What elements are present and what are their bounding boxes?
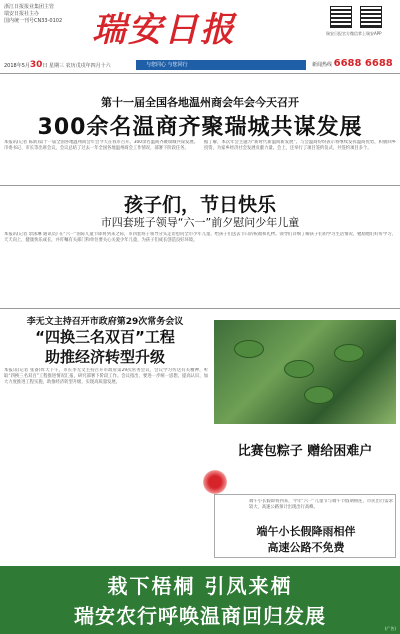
ad-banner: [0, 566, 400, 634]
ad-line-1: 栽下梧桐 引凤来栖: [107, 574, 293, 598]
story1-body-left: 本报讯(记者 陈新)第十一届全国各地温州商会年会今天在我市召开。300余名温商齐聚瑞城共谋发展。市委书记、市长等出席会议。会议总结了过去一年全国各地温州商会工作情况，部署下阶段任务。: [4, 140, 198, 152]
date-prefix: 2018年5月: [4, 63, 30, 69]
story2-headline: 市四套班子领导“六一”前夕慰问少年儿童: [100, 216, 300, 229]
ad-line-2: 瑞安农行呼唤温商回归发展: [74, 604, 326, 628]
date-suffix: 日 星期三 农历戊戌年四月十六: [42, 63, 111, 69]
story2-kicker: 孩子们，节日快乐: [123, 194, 276, 216]
holiday-body: 端午小长假即将到来，今年“六一”儿童节与端午节假期相连，市民出行需求较大，高速公路预计出现出行高峰。: [249, 499, 393, 511]
flower-icon: [200, 468, 230, 496]
info-line: 瑞安日报社主办: [4, 11, 40, 17]
zongzi-photo: [214, 320, 396, 424]
holiday-news-box: [214, 494, 396, 558]
newspaper-logo: 瑞安日报: [92, 10, 236, 50]
story3-kicker: 李无文主持召开市政府第29次常务会议: [26, 317, 184, 327]
leaf-shape: [334, 344, 364, 362]
story1-body-right: 据了解，本次年会主题为“新时代新温商新发展”。与会温商纷纷表示将继续发挥温商优势，积极回乡投资，为家乡经济社会发展贡献力量。会上，还举行了项目签约仪式，共签约项目多个。: [204, 140, 396, 152]
story2-body: 本报讯(记者 余泳琳 通讯员) 在“六一”国际儿童节即将到来之际，市四套班子领导分头走访慰问全市少年儿童，给孩子们送去节日的祝福和礼物。领导们详细了解孩子们的学习生活情况，勉励他们好好学习、天天向上，健康快乐成长，并叮嘱有关部门和单位要关心关爱少年儿童，为孩子们成长创造良好环境。: [4, 232, 396, 244]
qr-caption: 瑞安日报官方微信: [326, 31, 358, 36]
qr-code-icon: [330, 6, 352, 28]
date-day: 30: [29, 60, 43, 70]
issue-date: [4, 60, 111, 70]
masthead-info: [4, 4, 82, 25]
qr-code-icon: [360, 6, 382, 28]
story1-kicker: 第十一届全国各地温州商会年会今天召开: [101, 96, 299, 109]
hotline-number: 6688 6688: [333, 58, 393, 69]
leaf-shape: [234, 340, 264, 358]
divider: [0, 308, 400, 309]
hotline-label: 新闻热线: [312, 62, 333, 68]
leaf-shape: [304, 386, 334, 404]
story1-headline: 300余名温商齐聚瑞城共谋发展: [37, 115, 363, 140]
holiday-headline-2: 高速公路不免费: [267, 541, 345, 554]
story3-headline-1: “四换三名双百”工程: [35, 328, 175, 346]
leaf-shape: [284, 360, 314, 378]
photo-caption: 比赛包粽子 赠给困难户: [237, 444, 373, 459]
hotline: [312, 58, 393, 69]
qr-caption: 掌上瑞安APP: [358, 31, 382, 36]
holiday-headline-1: 端午小长假降雨相伴: [256, 525, 356, 538]
divider: [0, 185, 400, 186]
divider: [0, 73, 400, 74]
ad-corner-label: (广告): [384, 626, 396, 631]
info-line: 浙江日报报业集团主管: [4, 4, 55, 10]
info-line: 国内统一刊号CN33-0102: [4, 18, 63, 24]
story3-body: 本报讯(记者 张备)昨天下午，市长李无文主持召开市政府第29次常务会议，会议学习传达有关精神，听取“四换三名双百”工程推进情况汇报，研究部署下阶段工作。会议指出，要进一步统一思想，提高认识，加大力度推进工程实施，助推经济转型升级，实现高质量发展。: [4, 368, 208, 386]
story3-headline-2: 助推经济转型升级: [44, 348, 165, 366]
slogan-strip: 与您同心 与您同行: [136, 60, 306, 70]
masthead: [0, 0, 400, 58]
